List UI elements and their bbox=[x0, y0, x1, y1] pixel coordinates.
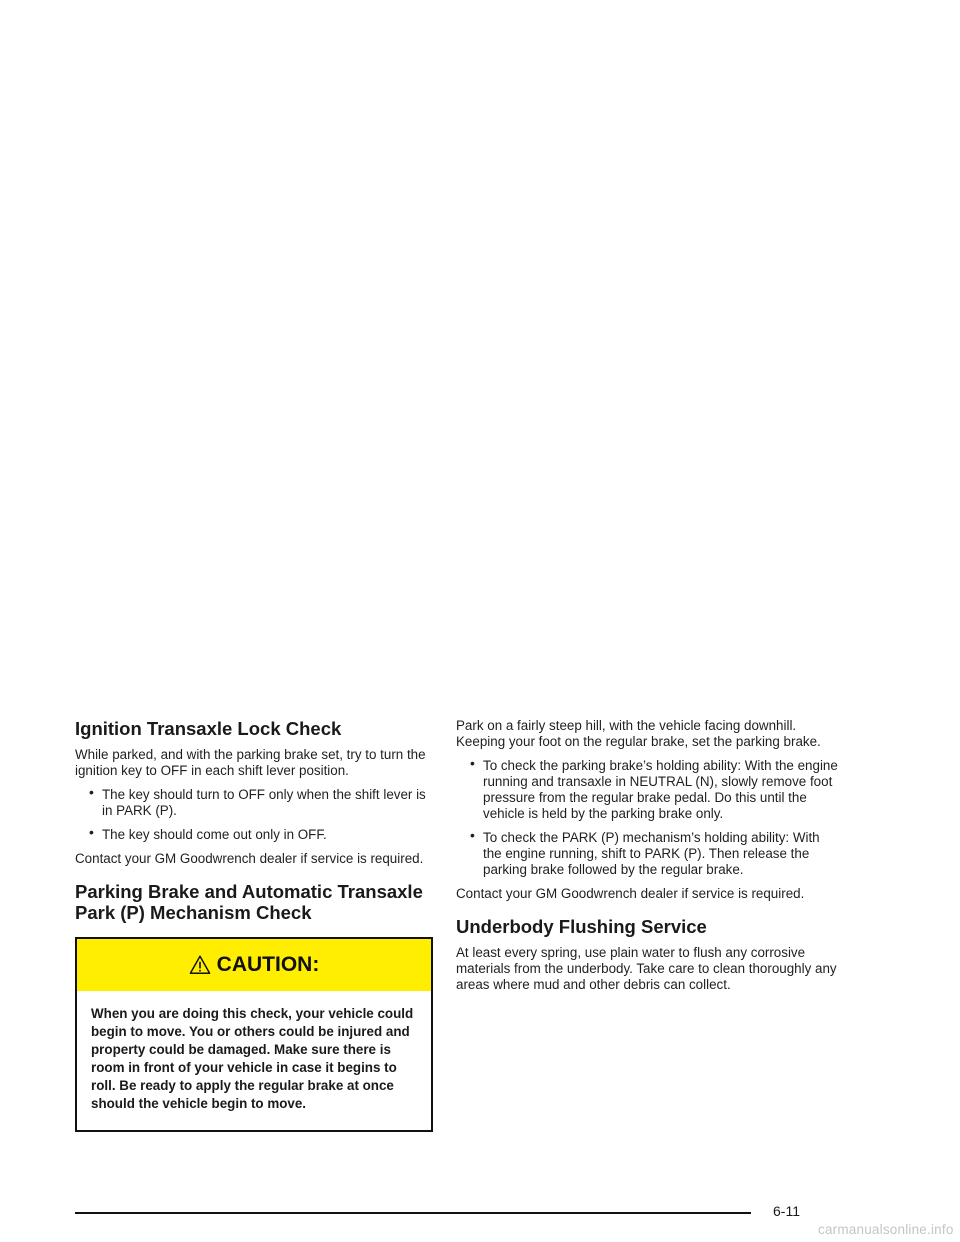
right-column bbox=[456, 718, 841, 1001]
list-item bbox=[75, 784, 435, 819]
list-item bbox=[456, 755, 841, 822]
bullet-icon: • bbox=[89, 784, 94, 800]
section-title-ignition-lock: Ignition Transaxle Lock Check bbox=[75, 718, 342, 739]
ignition-lock-intro: While parked, and with the parking brake set, try to turn the ignition key to OFF in each shift lever position. bbox=[75, 747, 426, 778]
caution-header bbox=[77, 939, 431, 991]
bullet-text: The key should come out only in OFF. bbox=[102, 827, 327, 842]
left-column bbox=[75, 718, 435, 1132]
list-item bbox=[456, 827, 841, 878]
bullet-icon: • bbox=[470, 755, 475, 771]
underbody-flushing-text: At least every spring, use plain water to flush any corrosive materials from the underbody. Take care to clean thoroughly any areas where mud and other debris can collect. bbox=[456, 945, 837, 992]
bullet-icon: • bbox=[89, 824, 94, 840]
caution-box bbox=[75, 937, 433, 1132]
section-title-underbody-flushing: Underbody Flushing Service bbox=[456, 916, 707, 937]
bullet-icon: • bbox=[470, 827, 475, 843]
parking-brake-intro: Park on a fairly steep hill, with the vehicle facing downhill. Keeping your foot on the regular brake, set the parking brake. bbox=[456, 718, 821, 749]
footer-rule bbox=[75, 1212, 751, 1214]
bullet-text: To check the PARK (P) mechanism’s holding ability: With the engine running, shift to PARK (P). Then release the parking brake followed by the regular brake. bbox=[483, 830, 820, 877]
page-number: 6-11 bbox=[773, 1203, 800, 1219]
section-title-parking-brake: Parking Brake and Automatic Transaxle Park (P) Mechanism Check bbox=[75, 881, 423, 923]
list-item bbox=[75, 824, 435, 843]
ignition-lock-bullets bbox=[75, 784, 435, 843]
caution-triangle-icon bbox=[189, 954, 211, 976]
ignition-lock-outro: Contact your GM Goodwrench dealer if service is required. bbox=[75, 851, 424, 866]
parking-brake-outro: Contact your GM Goodwrench dealer if service is required. bbox=[456, 886, 805, 901]
bullet-text: To check the parking brake’s holding ability: With the engine running and transaxle in NEUTRAL (N), slowly remove foot pressure from the regular brake pedal. Do this until the vehicle is held by the parking brake only. bbox=[483, 758, 838, 821]
parking-brake-bullets bbox=[456, 755, 841, 878]
caution-text: When you are doing this check, your vehicle could begin to move. You or others could be injured and property could be damaged. Make sure there is room in front of your vehicle in case it begins to roll. Be ready to apply the regular brake at once should the vehicle begin to move. bbox=[91, 1006, 414, 1111]
bullet-text: The key should turn to OFF only when the shift lever is in PARK (P). bbox=[102, 787, 426, 818]
caution-label: CAUTION: bbox=[216, 953, 320, 976]
watermark-text: carmanualsonline.info bbox=[818, 1222, 954, 1237]
